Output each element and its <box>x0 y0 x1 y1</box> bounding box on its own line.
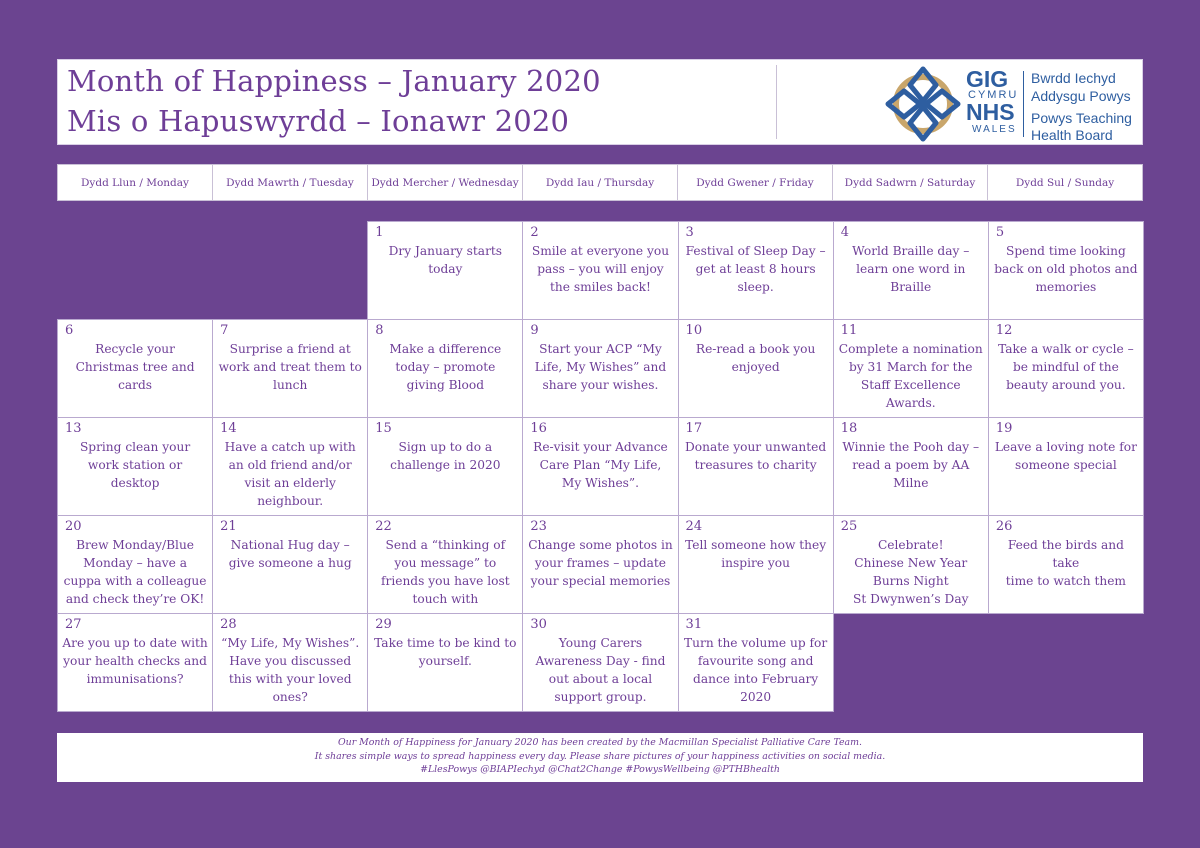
day-activity: Leave a loving note for someone special <box>994 440 1137 472</box>
calendar-day-cell <box>212 515 368 614</box>
day-activity: Send a “thinking of you message” to friends you have lost touch with <box>381 538 510 606</box>
logo-divider <box>1023 71 1024 137</box>
day-number: 24 <box>685 519 703 534</box>
day-activity: Celebrate! Chinese New Year Burns Night St Dwynwen’s Day <box>853 538 969 606</box>
day-number: 4 <box>840 225 849 240</box>
calendar-day-cell <box>367 319 523 418</box>
weekday-header: Dydd Gwener / Friday <box>677 164 833 201</box>
day-number: 31 <box>685 617 703 632</box>
day-activity: “My Life, My Wishes”. Have you discussed this with your loved ones? <box>221 636 360 704</box>
day-activity: Recycle your Christmas tree and cards <box>75 342 195 392</box>
day-number: 8 <box>375 323 384 338</box>
day-number: 9 <box>530 323 539 338</box>
calendar-day-cell <box>833 417 989 516</box>
day-activity: Have a catch up with an old friend and/or visit an elderly neighbour. <box>224 440 356 508</box>
calendar-day-cell <box>367 221 523 320</box>
weekday-header: Dydd Mercher / Wednesday <box>367 164 523 201</box>
logo-gig: GIG <box>966 66 1009 92</box>
day-activity: Change some photos in your frames – update your special memories <box>528 538 673 588</box>
day-number: 18 <box>840 421 858 436</box>
weekday-header: Dydd Sul / Sunday <box>987 164 1143 201</box>
day-number: 15 <box>375 421 392 436</box>
calendar-day-cell <box>522 319 678 418</box>
board-name-line: Addysgu Powys <box>1031 88 1131 104</box>
day-activity: Festival of Sleep Day – get at least 8 hours sleep. <box>685 244 826 294</box>
day-number: 5 <box>995 225 1005 240</box>
day-activity: Are you up to date with your health checks and immunisations? <box>62 636 208 686</box>
day-number: 26 <box>995 519 1013 534</box>
calendar-day-cell <box>678 515 834 614</box>
day-activity: Make a difference today – promote giving Blood <box>389 342 502 392</box>
day-number: 22 <box>375 519 392 534</box>
board-name-line: Bwrdd Iechyd <box>1031 70 1116 86</box>
logo-nhs: NHS <box>966 99 1015 125</box>
day-activity: Surprise a friend at work and treat them to lunch <box>218 342 362 392</box>
footer-line: #LlesPowys @BIAPIechyd @Chat2Change #PowysWellbeing @PTHBhealth <box>420 764 780 775</box>
day-number: 2 <box>530 225 539 240</box>
day-number: 7 <box>220 323 229 338</box>
day-activity: Donate your unwanted treasures to charity <box>685 440 827 472</box>
day-number: 28 <box>220 617 237 632</box>
day-activity: Winnie the Pooh day – read a poem by AA Milne <box>842 440 980 490</box>
calendar-day-cell <box>678 613 834 712</box>
calendar-day-cell <box>212 613 368 712</box>
day-number: 1 <box>375 225 384 240</box>
calendar-day-cell <box>522 417 678 516</box>
page-title-english: Month of Happiness – January 2020 <box>67 64 601 98</box>
title-banner <box>57 59 1143 145</box>
footer-note <box>57 733 1143 782</box>
weekday-header-row <box>57 164 1143 201</box>
celtic-knot-icon <box>884 65 962 143</box>
calendar-day-cell <box>367 515 523 614</box>
calendar-day-cell <box>678 417 834 516</box>
day-activity: Young Carers Awareness Day - find out about a local support group. <box>535 636 666 704</box>
day-number: 3 <box>685 225 694 240</box>
board-name-line: Health Board <box>1031 127 1113 143</box>
calendar-day-cell <box>367 417 523 516</box>
calendar-day-cell <box>57 613 213 712</box>
footer-line: It shares simple ways to spread happiness every day. Please share pictures of your happiness activities on social media. <box>314 750 886 762</box>
day-number: 13 <box>65 421 82 436</box>
weekday-header: Dydd Iau / Thursday <box>522 164 678 201</box>
calendar-day-cell <box>522 221 678 320</box>
page-title-welsh: Mis o Hapuswyrdd – Ionawr 2020 <box>67 104 570 138</box>
calendar-day-cell <box>678 221 834 320</box>
calendar-day-cell <box>988 417 1144 516</box>
day-activity: Re-read a book you enjoyed <box>695 342 816 374</box>
calendar-day-cell <box>522 613 678 712</box>
day-activity: Re-visit your Advance Care Plan “My Life, My Wishes”. <box>533 440 668 490</box>
day-number: 21 <box>220 519 237 534</box>
header-divider <box>776 65 777 139</box>
day-number: 30 <box>530 617 547 632</box>
calendar-day-cell <box>212 417 368 516</box>
logo-wales: WALES <box>972 124 1017 135</box>
calendar-day-cell <box>57 515 213 614</box>
day-number: 23 <box>530 519 547 534</box>
day-number: 6 <box>65 323 74 338</box>
day-number: 19 <box>995 421 1013 436</box>
day-number: 20 <box>65 519 82 534</box>
day-activity: National Hug day – give someone a hug <box>228 538 352 570</box>
day-activity: Dry January starts today <box>388 244 503 276</box>
day-activity: Spend time looking back on old photos and memories <box>994 244 1138 294</box>
calendar-day-cell <box>57 319 213 418</box>
weekday-header: Dydd Sadwrn / Saturday <box>832 164 988 201</box>
day-number: 27 <box>65 617 82 632</box>
day-number: 12 <box>995 323 1013 338</box>
day-activity: Complete a nomination by 31 March for the Staff Excellence Awards. <box>838 342 983 410</box>
day-activity: Sign up to do a challenge in 2020 <box>390 440 501 472</box>
day-activity: Turn the volume up for favourite song and dance into February 2020 <box>684 636 828 704</box>
day-number: 29 <box>375 617 392 632</box>
day-activity: Take a walk or cycle – be mindful of the beauty around you. <box>998 342 1134 392</box>
day-number: 16 <box>530 421 547 436</box>
nhs-wales-logo <box>884 65 1142 143</box>
day-number: 11 <box>840 323 858 338</box>
weekday-header: Dydd Llun / Monday <box>57 164 213 201</box>
calendar-day-cell <box>367 613 523 712</box>
calendar-day-cell <box>988 319 1144 418</box>
footer-line: Our Month of Happiness for January 2020 has been created by the Macmillan Specialist Palliative Care Team. <box>337 737 863 748</box>
calendar-day-cell <box>988 515 1144 614</box>
day-number: 14 <box>220 421 237 436</box>
calendar-day-cell <box>988 221 1144 320</box>
calendar-day-cell <box>833 515 989 614</box>
day-activity: Tell someone how they inspire you <box>685 538 827 570</box>
board-name-line: Powys Teaching <box>1031 110 1132 126</box>
day-number: 10 <box>685 323 703 338</box>
day-activity: Feed the birds and take time to watch them <box>1005 538 1126 588</box>
calendar-day-cell <box>833 319 989 418</box>
day-activity: Take time to be kind to yourself. <box>374 636 517 668</box>
calendar-day-cell <box>833 221 989 320</box>
day-activity: Smile at everyone you pass – you will enjoy the smiles back! <box>531 244 670 294</box>
calendar-day-cell <box>57 417 213 516</box>
day-activity: World Braille day – learn one word in Braille <box>852 244 970 294</box>
day-activity: Start your ACP “My Life, My Wishes” and share your wishes. <box>534 342 667 392</box>
calendar-day-cell <box>212 319 368 418</box>
day-activity: Spring clean your work station or desktop <box>79 440 191 490</box>
day-number: 17 <box>685 421 703 436</box>
day-activity: Brew Monday/Blue Monday – have a cuppa with a colleague and check they’re OK! <box>63 538 207 606</box>
weekday-header: Dydd Mawrth / Tuesday <box>212 164 368 201</box>
calendar-day-cell <box>522 515 678 614</box>
logo-cymru: CYMRU <box>968 89 1019 101</box>
day-number: 25 <box>840 519 858 534</box>
calendar-day-cell <box>678 319 834 418</box>
